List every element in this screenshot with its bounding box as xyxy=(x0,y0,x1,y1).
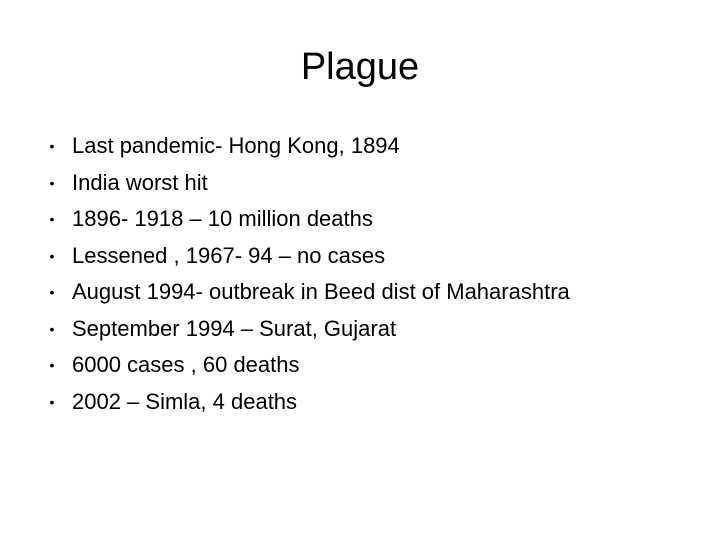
list-item xyxy=(46,165,666,202)
bullet-list xyxy=(46,128,666,420)
bullet-icon: • xyxy=(49,284,55,300)
slide-title: Plague xyxy=(300,46,420,88)
bullet-icon: • xyxy=(49,138,55,154)
bullet-icon: • xyxy=(49,320,55,337)
list-item xyxy=(46,201,666,238)
list-item xyxy=(46,238,666,275)
bullet-text: August 1994- outbreak in Beed dist of Maharashtra xyxy=(72,279,570,304)
bullet-text: 1896- 1918 – 10 million deaths xyxy=(72,206,373,231)
bullet-icon: • xyxy=(49,174,55,191)
bullet-icon: • xyxy=(49,211,55,227)
list-item xyxy=(46,274,666,311)
list-item xyxy=(46,347,666,384)
list-item xyxy=(46,384,666,421)
bullet-text: 2002 – Simla, 4 deaths xyxy=(72,388,298,414)
bullet-icon: • xyxy=(49,357,55,373)
bullet-text: Lessened , 1967- 94 – no cases xyxy=(72,242,386,268)
bullet-text: 6000 cases , 60 deaths xyxy=(72,352,300,377)
bullet-text: Last pandemic- Hong Kong, 1894 xyxy=(72,133,400,158)
bullet-text: September 1994 – Surat, Gujarat xyxy=(72,315,397,341)
bullet-icon: • xyxy=(49,247,55,264)
list-item xyxy=(46,128,666,165)
bullet-icon: • xyxy=(49,393,55,410)
list-item xyxy=(46,311,666,348)
bullet-text: India worst hit xyxy=(72,169,208,195)
